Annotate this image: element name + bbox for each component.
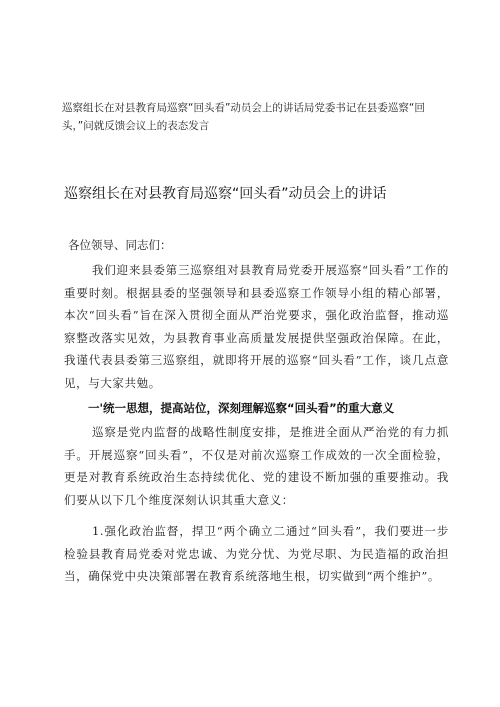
document-header: 巡察组长在对县教育局巡察“回头看”动员会上的讲话局党委书记在县委巡察“回头，”问就反馈会议上的表态发言 [62, 102, 425, 132]
page-title: 巡察组长在对县教育局巡察“回头看”动员会上的讲话 [64, 186, 387, 202]
paragraph-intro: 我们迎来县委第三巡察组对县教育局党委开展巡察“回头看”工作的重要时刻。根据县委的坚强领导和县委巡察工作领导小组的精心部署，本次“回头看”旨在深入贯彻全面从严治党要求，强化政治监督，推动巡察整改落实见效，为县教育事业高质量发展提供坚强政治保障。在此，我谨代表县委第三巡察组，就即将开展的巡察“回头看”工作，谈几点意见，与大家共勉。 [64, 263, 449, 390]
paragraph-point-1: 1.强化政治监督，捍卫“两个确立二通过“回头看”，我们要进一步检验县教育局党委对党忠诚、为党分忧、为党尽职、为民造福的政治担当，确保党中央决策部署在教育系统落地生根，切实做到“两个维护”。 [64, 524, 449, 584]
paragraph-significance: 巡察是党内监督的战略性制度安排，是推进全面从严治党的有力抓手。开展巡察“回头看”，不仅是对前次巡察工作成效的一次全面检验，更是对教育系统政治生态持续优化、党的建设不断加强的重要推动。我们要从以下几个维度深刻认识其重大意义： [64, 425, 449, 507]
salutation: 各位领导、同志们： [68, 238, 172, 252]
section-heading: 一'统一思想，提高站位，深刻理解巡察“回头看”的重大意义 [88, 401, 395, 415]
